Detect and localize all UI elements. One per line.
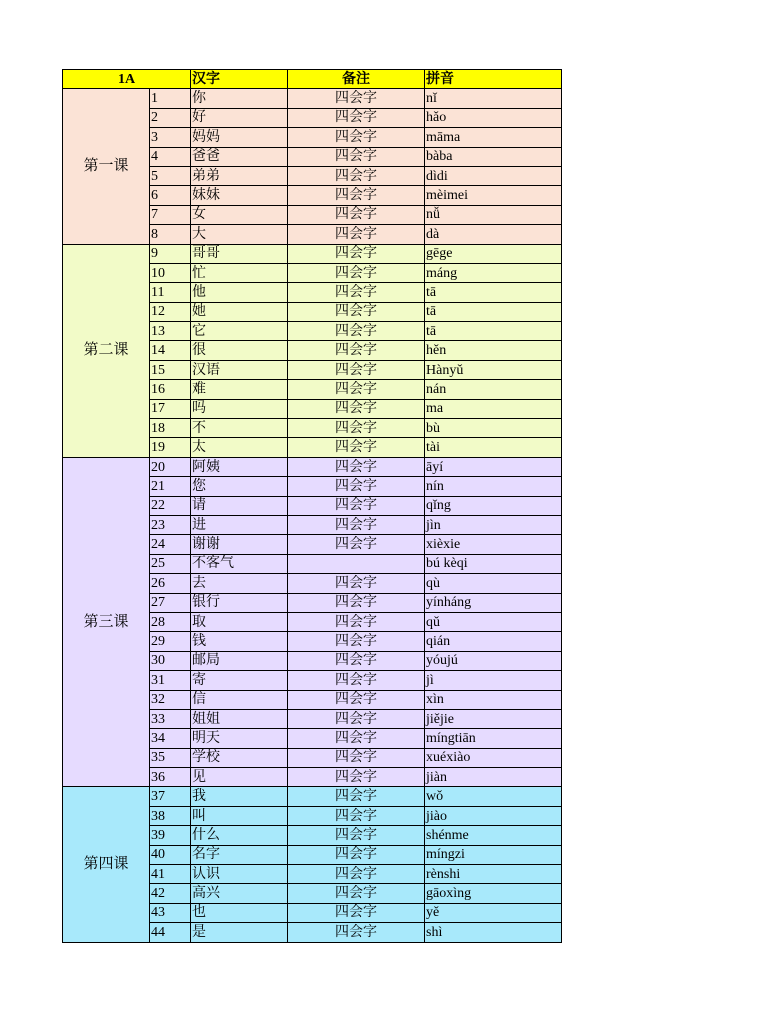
character-cell: 明天 bbox=[191, 729, 288, 748]
row-number: 35 bbox=[150, 748, 191, 767]
note-cell: 四会字 bbox=[288, 225, 425, 244]
character-cell: 您 bbox=[191, 477, 288, 496]
pinyin-cell: bàba bbox=[425, 147, 562, 166]
row-number: 3 bbox=[150, 128, 191, 147]
character-cell: 高兴 bbox=[191, 884, 288, 903]
pinyin-cell: nán bbox=[425, 380, 562, 399]
lesson-label: 第四课 bbox=[63, 787, 150, 942]
pinyin-cell: jiào bbox=[425, 806, 562, 825]
note-cell: 四会字 bbox=[288, 438, 425, 457]
pinyin-cell: yínháng bbox=[425, 593, 562, 612]
row-number: 20 bbox=[150, 457, 191, 476]
note-cell: 四会字 bbox=[288, 884, 425, 903]
row-number: 18 bbox=[150, 419, 191, 438]
table-body bbox=[63, 89, 562, 942]
pinyin-cell: shénme bbox=[425, 826, 562, 845]
character-cell: 阿姨 bbox=[191, 457, 288, 476]
character-cell: 名字 bbox=[191, 845, 288, 864]
pinyin-cell: rènshi bbox=[425, 865, 562, 884]
row-number: 26 bbox=[150, 574, 191, 593]
row-number: 1 bbox=[150, 89, 191, 108]
character-cell: 也 bbox=[191, 903, 288, 922]
note-cell: 四会字 bbox=[288, 826, 425, 845]
pinyin-cell: nǐ bbox=[425, 89, 562, 108]
pinyin-cell: xuéxiào bbox=[425, 748, 562, 767]
note-cell: 四会字 bbox=[288, 399, 425, 418]
row-number: 41 bbox=[150, 865, 191, 884]
lesson-label: 第三课 bbox=[63, 457, 150, 787]
note-cell: 四会字 bbox=[288, 612, 425, 631]
pinyin-cell: hǎo bbox=[425, 108, 562, 127]
character-cell: 吗 bbox=[191, 399, 288, 418]
pinyin-cell: xìn bbox=[425, 690, 562, 709]
pinyin-cell: qián bbox=[425, 632, 562, 651]
pinyin-cell: jì bbox=[425, 671, 562, 690]
character-cell: 学校 bbox=[191, 748, 288, 767]
pinyin-cell: dà bbox=[425, 225, 562, 244]
pinyin-cell: qǔ bbox=[425, 612, 562, 631]
character-cell: 银行 bbox=[191, 593, 288, 612]
character-cell: 他 bbox=[191, 283, 288, 302]
character-cell: 姐姐 bbox=[191, 709, 288, 728]
row-number: 2 bbox=[150, 108, 191, 127]
note-cell: 四会字 bbox=[288, 457, 425, 476]
row-number: 7 bbox=[150, 205, 191, 224]
character-cell: 她 bbox=[191, 302, 288, 321]
character-cell: 女 bbox=[191, 205, 288, 224]
note-cell: 四会字 bbox=[288, 205, 425, 224]
row-number: 21 bbox=[150, 477, 191, 496]
row-number: 34 bbox=[150, 729, 191, 748]
row-number: 30 bbox=[150, 651, 191, 670]
row-number: 6 bbox=[150, 186, 191, 205]
note-cell: 四会字 bbox=[288, 535, 425, 554]
row-number: 8 bbox=[150, 225, 191, 244]
row-number: 14 bbox=[150, 341, 191, 360]
row-number: 27 bbox=[150, 593, 191, 612]
note-cell: 四会字 bbox=[288, 244, 425, 263]
row-number: 23 bbox=[150, 515, 191, 534]
note-cell: 四会字 bbox=[288, 515, 425, 534]
table-row bbox=[63, 244, 562, 263]
character-cell: 取 bbox=[191, 612, 288, 631]
note-cell: 四会字 bbox=[288, 651, 425, 670]
note-cell: 四会字 bbox=[288, 690, 425, 709]
table-row bbox=[63, 787, 562, 806]
character-cell: 很 bbox=[191, 341, 288, 360]
row-number: 29 bbox=[150, 632, 191, 651]
character-cell: 什么 bbox=[191, 826, 288, 845]
pinyin-cell: jìn bbox=[425, 515, 562, 534]
character-cell: 我 bbox=[191, 787, 288, 806]
row-number: 16 bbox=[150, 380, 191, 399]
character-cell: 进 bbox=[191, 515, 288, 534]
character-cell: 它 bbox=[191, 322, 288, 341]
row-number: 33 bbox=[150, 709, 191, 728]
pinyin-cell: jiějie bbox=[425, 709, 562, 728]
header-cell-note: 备注 bbox=[288, 70, 425, 89]
note-cell: 四会字 bbox=[288, 263, 425, 282]
note-cell: 四会字 bbox=[288, 806, 425, 825]
row-number: 9 bbox=[150, 244, 191, 263]
pinyin-cell: qù bbox=[425, 574, 562, 593]
row-number: 44 bbox=[150, 923, 191, 942]
note-cell bbox=[288, 554, 425, 573]
header-cell-character: 汉字 bbox=[191, 70, 288, 89]
pinyin-cell: mèimei bbox=[425, 186, 562, 205]
row-number: 17 bbox=[150, 399, 191, 418]
note-cell: 四会字 bbox=[288, 768, 425, 787]
pinyin-cell: gāoxìng bbox=[425, 884, 562, 903]
note-cell: 四会字 bbox=[288, 845, 425, 864]
row-number: 13 bbox=[150, 322, 191, 341]
note-cell: 四会字 bbox=[288, 341, 425, 360]
character-cell: 哥哥 bbox=[191, 244, 288, 263]
pinyin-cell: tā bbox=[425, 283, 562, 302]
character-cell: 请 bbox=[191, 496, 288, 515]
pinyin-cell: tā bbox=[425, 322, 562, 341]
table-row bbox=[63, 457, 562, 476]
note-cell: 四会字 bbox=[288, 574, 425, 593]
note-cell: 四会字 bbox=[288, 419, 425, 438]
character-cell: 去 bbox=[191, 574, 288, 593]
pinyin-cell: nín bbox=[425, 477, 562, 496]
row-number: 15 bbox=[150, 360, 191, 379]
character-cell: 难 bbox=[191, 380, 288, 399]
note-cell: 四会字 bbox=[288, 593, 425, 612]
character-cell: 叫 bbox=[191, 806, 288, 825]
character-cell: 见 bbox=[191, 768, 288, 787]
character-cell: 爸爸 bbox=[191, 147, 288, 166]
character-cell: 不 bbox=[191, 419, 288, 438]
note-cell: 四会字 bbox=[288, 89, 425, 108]
row-number: 10 bbox=[150, 263, 191, 282]
note-cell: 四会字 bbox=[288, 283, 425, 302]
row-number: 39 bbox=[150, 826, 191, 845]
row-number: 28 bbox=[150, 612, 191, 631]
pinyin-cell: bù bbox=[425, 419, 562, 438]
table-row bbox=[63, 89, 562, 108]
note-cell: 四会字 bbox=[288, 108, 425, 127]
header-cell-book: 1A bbox=[63, 70, 191, 89]
pinyin-cell: qǐng bbox=[425, 496, 562, 515]
character-cell: 你 bbox=[191, 89, 288, 108]
pinyin-cell: bú kèqi bbox=[425, 554, 562, 573]
character-cell: 弟弟 bbox=[191, 166, 288, 185]
pinyin-cell: ma bbox=[425, 399, 562, 418]
note-cell: 四会字 bbox=[288, 865, 425, 884]
pinyin-cell: míngtiān bbox=[425, 729, 562, 748]
character-cell: 不客气 bbox=[191, 554, 288, 573]
note-cell: 四会字 bbox=[288, 709, 425, 728]
header-cell-pinyin: 拼音 bbox=[425, 70, 562, 89]
note-cell: 四会字 bbox=[288, 787, 425, 806]
note-cell: 四会字 bbox=[288, 671, 425, 690]
row-number: 38 bbox=[150, 806, 191, 825]
character-cell: 谢谢 bbox=[191, 535, 288, 554]
pinyin-cell: míngzi bbox=[425, 845, 562, 864]
row-number: 25 bbox=[150, 554, 191, 573]
note-cell: 四会字 bbox=[288, 903, 425, 922]
character-cell: 是 bbox=[191, 923, 288, 942]
character-cell: 寄 bbox=[191, 671, 288, 690]
pinyin-cell: gēge bbox=[425, 244, 562, 263]
character-cell: 妹妹 bbox=[191, 186, 288, 205]
row-number: 37 bbox=[150, 787, 191, 806]
row-number: 5 bbox=[150, 166, 191, 185]
note-cell: 四会字 bbox=[288, 729, 425, 748]
note-cell: 四会字 bbox=[288, 128, 425, 147]
table-header bbox=[63, 70, 562, 89]
character-cell: 邮局 bbox=[191, 651, 288, 670]
row-number: 40 bbox=[150, 845, 191, 864]
note-cell: 四会字 bbox=[288, 632, 425, 651]
character-cell: 好 bbox=[191, 108, 288, 127]
character-cell: 信 bbox=[191, 690, 288, 709]
pinyin-cell: xièxie bbox=[425, 535, 562, 554]
character-cell: 汉语 bbox=[191, 360, 288, 379]
pinyin-cell: āyí bbox=[425, 457, 562, 476]
row-number: 11 bbox=[150, 283, 191, 302]
note-cell: 四会字 bbox=[288, 748, 425, 767]
pinyin-cell: māma bbox=[425, 128, 562, 147]
lesson-label: 第一课 bbox=[63, 89, 150, 244]
row-number: 24 bbox=[150, 535, 191, 554]
character-cell: 钱 bbox=[191, 632, 288, 651]
row-number: 19 bbox=[150, 438, 191, 457]
note-cell: 四会字 bbox=[288, 477, 425, 496]
character-cell: 妈妈 bbox=[191, 128, 288, 147]
row-number: 12 bbox=[150, 302, 191, 321]
note-cell: 四会字 bbox=[288, 496, 425, 515]
pinyin-cell: tā bbox=[425, 302, 562, 321]
lesson-label: 第二课 bbox=[63, 244, 150, 457]
pinyin-cell: yóujú bbox=[425, 651, 562, 670]
pinyin-cell: wǒ bbox=[425, 787, 562, 806]
note-cell: 四会字 bbox=[288, 166, 425, 185]
pinyin-cell: dìdi bbox=[425, 166, 562, 185]
note-cell: 四会字 bbox=[288, 322, 425, 341]
row-number: 31 bbox=[150, 671, 191, 690]
character-cell: 太 bbox=[191, 438, 288, 457]
note-cell: 四会字 bbox=[288, 186, 425, 205]
pinyin-cell: nǚ bbox=[425, 205, 562, 224]
note-cell: 四会字 bbox=[288, 147, 425, 166]
note-cell: 四会字 bbox=[288, 302, 425, 321]
row-number: 43 bbox=[150, 903, 191, 922]
pinyin-cell: máng bbox=[425, 263, 562, 282]
character-cell: 认识 bbox=[191, 865, 288, 884]
character-cell: 忙 bbox=[191, 263, 288, 282]
row-number: 42 bbox=[150, 884, 191, 903]
pinyin-cell: tài bbox=[425, 438, 562, 457]
note-cell: 四会字 bbox=[288, 360, 425, 379]
row-number: 4 bbox=[150, 147, 191, 166]
row-number: 22 bbox=[150, 496, 191, 515]
pinyin-cell: shì bbox=[425, 923, 562, 942]
character-cell: 大 bbox=[191, 225, 288, 244]
note-cell: 四会字 bbox=[288, 380, 425, 399]
row-number: 32 bbox=[150, 690, 191, 709]
pinyin-cell: jiàn bbox=[425, 768, 562, 787]
pinyin-cell: Hànyǔ bbox=[425, 360, 562, 379]
pinyin-cell: hěn bbox=[425, 341, 562, 360]
vocabulary-table bbox=[62, 69, 562, 943]
row-number: 36 bbox=[150, 768, 191, 787]
note-cell: 四会字 bbox=[288, 923, 425, 942]
pinyin-cell: yě bbox=[425, 903, 562, 922]
